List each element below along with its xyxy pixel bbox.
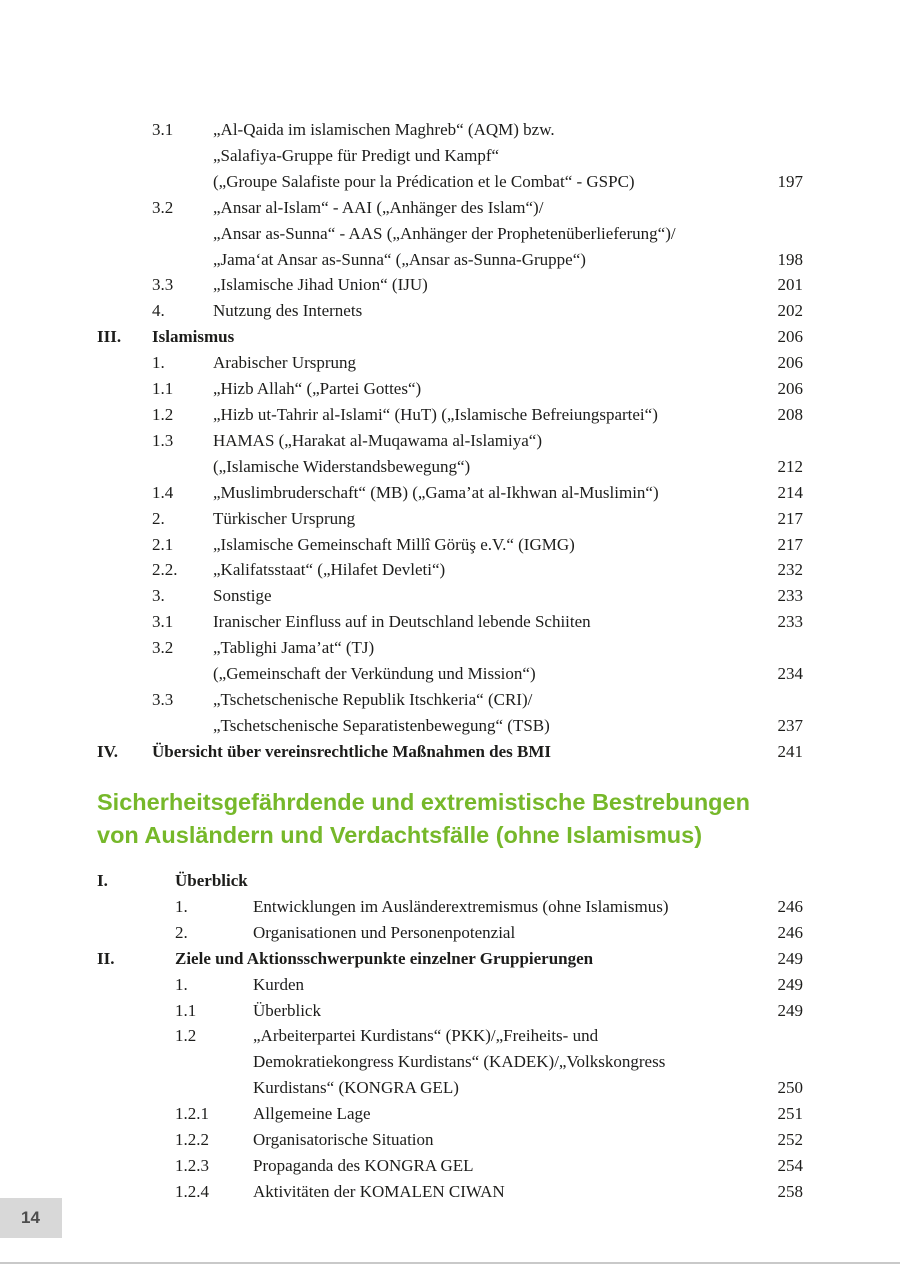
toc-row [97, 221, 803, 247]
toc-entry-page: 217 [777, 534, 803, 554]
toc-entry-text: HAMAS („Harakat al-Muqawama al-Islamiya“) [213, 430, 543, 450]
toc-entry-number: IV. [97, 741, 118, 761]
toc-entry-text: Allgemeine Lage [253, 1104, 371, 1124]
toc-entry-number: 3.2 [152, 197, 174, 217]
toc-entry-text: Türkischer Ursprung [213, 508, 356, 528]
toc-entry-text: „Jama‘at Ansar as-Sunna“ („Ansar as-Sunna-Gruppe“) [213, 249, 586, 269]
toc-entry-text: Übersicht über vereinsrechtliche Maßnahmen des BMI [152, 741, 552, 761]
toc-entry-page: 208 [777, 404, 803, 424]
toc-entry-text: Sonstige [213, 586, 272, 606]
toc-row [97, 609, 803, 635]
toc-row [97, 272, 803, 298]
toc-entry-text: „Salafiya-Gruppe für Predigt und Kampf“ [213, 145, 500, 165]
toc-entry-page: 212 [777, 456, 803, 476]
toc-entry-text: („Groupe Salafiste pour la Prédication et le Combat“ - GSPC) [213, 171, 635, 191]
toc-entry-page: 246 [777, 896, 803, 916]
toc-row [97, 480, 803, 506]
toc-entry-page: 251 [777, 1104, 803, 1124]
toc-row [97, 1049, 803, 1075]
toc-entry-number: 3.3 [152, 689, 174, 709]
toc-entry-page: 246 [777, 922, 803, 942]
toc-entry-page: 241 [777, 741, 803, 761]
toc-entry-page: 249 [777, 974, 803, 994]
toc-entry-number: 3.1 [152, 612, 174, 632]
toc-entry-number: 1.3 [152, 430, 174, 450]
toc-entry-page: 201 [777, 275, 803, 295]
page-bottom-rule [0, 1262, 900, 1264]
toc-entry-page: 217 [777, 508, 803, 528]
toc-entry-number: 3.2 [152, 638, 174, 658]
toc-entry-text: („Gemeinschaft der Verkündung und Mission“) [213, 664, 536, 684]
toc-entry-page: 206 [777, 379, 803, 399]
toc-entry-text: Organisationen und Personenpotenzial [253, 922, 516, 942]
toc-entry-page: 232 [777, 560, 803, 580]
toc-row [97, 635, 803, 661]
toc-entry-text: „Tschetschenische Republik Itschkeria“ (CRI)/ [213, 689, 533, 709]
section-heading [97, 786, 837, 852]
toc-entry-text: Aktivitäten der KOMALEN CIWAN [253, 1181, 505, 1201]
toc-entry-text: Überblick [253, 1000, 321, 1020]
toc-entry-text: „Al-Qaida im islamischen Maghreb“ (AQM) bzw. [213, 120, 555, 139]
toc-entry-page: 198 [777, 249, 803, 269]
toc-row [97, 1075, 803, 1101]
toc-entry-page: 234 [777, 664, 803, 684]
toc-row [97, 117, 803, 143]
toc-entry-page: 249 [777, 948, 803, 968]
toc-row [97, 247, 803, 273]
toc-entry-number: 3.3 [152, 275, 174, 295]
toc-row [97, 687, 803, 713]
toc-entry-text: „Tablighi Jama’at“ (TJ) [213, 638, 375, 658]
toc-entry-number: 1. [152, 353, 165, 373]
toc-entry-page: 202 [777, 301, 803, 321]
toc-entry-text: Nutzung des Internets [213, 301, 363, 321]
toc-entry-text: „Ansar as-Sunna“ - AAS („Anhänger der Prophetenüberlieferung“)/ [213, 223, 676, 243]
toc-entry-text: Kurdistans“ (KONGRA GEL) [253, 1078, 459, 1098]
toc-entry-number: 1.1 [152, 379, 174, 399]
toc-row [97, 868, 803, 894]
toc-entry-number: 1. [175, 896, 188, 916]
toc-entry-text: „Tschetschenische Separatistenbewegung“ (TSB) [213, 715, 550, 735]
toc-entry-text: („Islamische Widerstandsbewegung“) [213, 456, 471, 476]
toc-entry-page: 233 [777, 612, 803, 632]
toc-entry-number: 1.2.1 [175, 1104, 209, 1124]
toc-entry-number: 1.2 [175, 1026, 197, 1046]
toc-row [97, 532, 803, 558]
toc-entry-number: 3.1 [152, 120, 174, 139]
toc-entry-text: Organisatorische Situation [253, 1130, 434, 1150]
toc-row [97, 583, 803, 609]
toc-entry-page: 206 [777, 353, 803, 373]
toc-entry-text: Iranischer Einfluss auf in Deutschland lebende Schiiten [213, 612, 591, 632]
toc-entry-text: „Muslimbruderschaft“ (MB) („Gama’at al-Ikhwan al-Muslimin“) [213, 482, 659, 502]
toc-row [97, 1127, 803, 1153]
toc-entry-text: Überblick [175, 871, 248, 890]
toc-entry-number: I. [97, 871, 108, 890]
toc-row [97, 946, 803, 972]
toc-entry-text: Arabischer Ursprung [213, 353, 357, 373]
toc-row [97, 454, 803, 480]
toc-entry-number: III. [97, 327, 122, 347]
toc-entry-text: Islamismus [152, 327, 235, 347]
toc-row [97, 894, 803, 920]
toc-entry-number: 1.1 [175, 1000, 197, 1020]
toc-entry-number: II. [97, 948, 115, 968]
toc-entry-text: „Islamische Jihad Union“ (IJU) [213, 275, 428, 295]
toc-entry-number: 1.2.3 [175, 1155, 209, 1175]
toc-entry-number: 1.2.2 [175, 1130, 209, 1150]
toc-entry-text: „Hizb Allah“ („Partei Gottes“) [213, 379, 422, 399]
toc-row [97, 661, 803, 687]
toc-entry-number: 2.1 [152, 534, 174, 554]
toc-row [97, 1179, 803, 1205]
toc-row [97, 428, 803, 454]
toc-row [97, 143, 803, 169]
toc-row [97, 920, 803, 946]
toc-entry-page: 250 [777, 1078, 803, 1098]
toc-entry-text: Entwicklungen im Ausländerextremismus (ohne Islamismus) [253, 896, 669, 916]
toc-entry-page: 237 [777, 715, 803, 735]
toc-row [97, 713, 803, 739]
toc-entry-page: 214 [777, 482, 803, 502]
toc-row [97, 1101, 803, 1127]
toc-entry-number: 1. [175, 974, 188, 994]
toc-row [97, 506, 803, 532]
page-number-tab [0, 1198, 62, 1238]
toc-entry-text: „Arbeiterpartei Kurdistans“ (PKK)/„Freiheits- und [253, 1026, 599, 1046]
toc-row [97, 1023, 803, 1049]
toc-entry-page: 252 [777, 1130, 803, 1150]
toc-row [97, 298, 803, 324]
toc-entry-page: 197 [777, 171, 803, 191]
toc-entry-number: 2.2. [152, 560, 178, 580]
toc-entry-text: Ziele und Aktionsschwerpunkte einzelner Gruppierungen [175, 948, 594, 968]
toc-entry-number: 1.2.4 [175, 1181, 209, 1201]
toc-entry-number: 3. [152, 586, 165, 606]
toc-entry-number: 2. [152, 508, 165, 528]
toc-row [97, 972, 803, 998]
toc-entry-text: „Kalifatsstaat“ („Hilafet Devleti“) [213, 560, 446, 580]
toc-row [97, 324, 803, 350]
toc-row [97, 376, 803, 402]
toc-entry-number: 2. [175, 922, 188, 942]
toc-row [97, 1153, 803, 1179]
section-heading-line-1: Sicherheitsgefährdende und extremistische Bestrebungen [97, 789, 750, 815]
toc-row [97, 195, 803, 221]
section-heading-line-2: von Ausländern und Verdachtsfälle (ohne Islamismus) [97, 822, 703, 848]
toc-section-foreign-extremism [97, 868, 803, 1205]
toc-entry-text: Demokratiekongress Kurdistans“ (KADEK)/„Volkskongress [253, 1052, 666, 1072]
toc-entry-page: 249 [777, 1000, 803, 1020]
toc-row [97, 739, 803, 765]
toc-entry-text: „Ansar al-Islam“ - AAI („Anhänger des Islam“)/ [213, 197, 544, 217]
toc-entry-page: 206 [777, 327, 803, 347]
toc-row [97, 998, 803, 1024]
toc-entry-text: „Islamische Gemeinschaft Millî Görüş e.V.“ (IGMG) [213, 534, 575, 554]
toc-row [97, 350, 803, 376]
toc-entry-text: „Hizb ut-Tahrir al-Islami“ (HuT) („Islamische Befreiungspartei“) [213, 404, 658, 424]
toc-row [97, 402, 803, 428]
toc-row [97, 557, 803, 583]
toc-entry-text: Propaganda des KONGRA GEL [253, 1155, 474, 1175]
toc-entry-page: 233 [777, 586, 803, 606]
toc-section-islamism [97, 117, 803, 765]
toc-entry-page: 258 [777, 1181, 803, 1201]
toc-entry-number: 1.4 [152, 482, 174, 502]
toc-entry-text: Kurden [253, 974, 304, 994]
toc-entry-page: 254 [777, 1155, 803, 1175]
toc-row [97, 169, 803, 195]
page-number: 14 [21, 1208, 40, 1227]
toc-entry-number: 1.2 [152, 404, 174, 424]
toc-entry-number: 4. [152, 301, 165, 321]
